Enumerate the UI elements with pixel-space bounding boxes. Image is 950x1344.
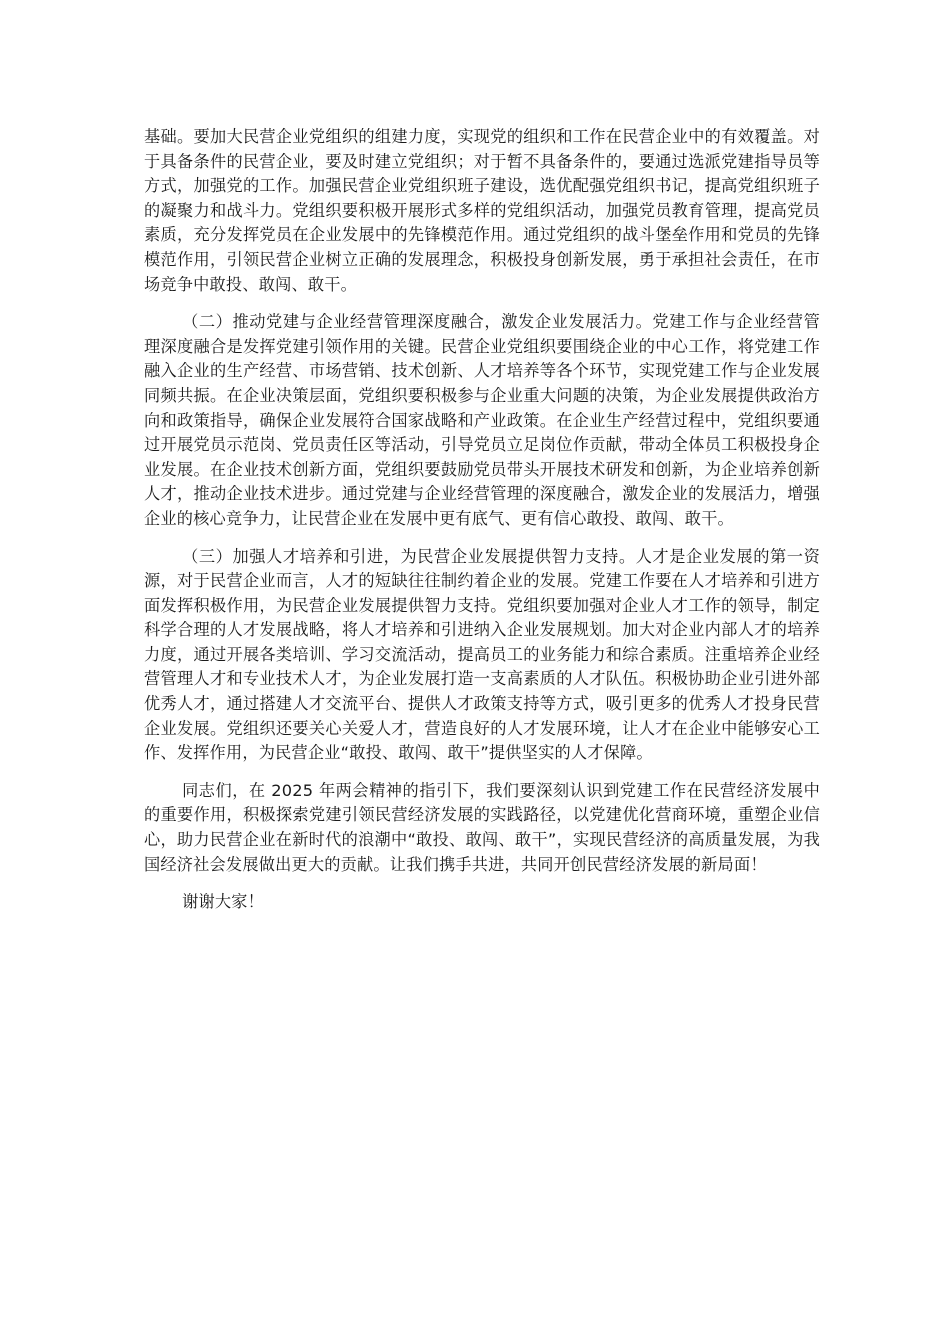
paragraph-section-three: （三）加强人才培养和引进，为民营企业发展提供智力支持。人才是企业发展的第一资源，对于民营企业而言，人才的短缺往往制约着企业的发展。党建工作要在人才培养和引进方面发挥积极作用，为民营企业发展提供智力支持。党组织要加强对企业人才工作的领导，制定科学合理的人才发展战略，将人才培养和引进纳入企业发展规划。加大对企业内部人才的培养力度，通过开展各类培训、学习交流活动，提高员工的业务能力和综合素质。注重培养企业经营管理人才和专业技术人才，为企业发展打造一支高素质的人才队伍。积极协助企业引进外部优秀人才，通过搭建人才交流平台、提供人才政策支持等方式，吸引更多的优秀人才投身民营企业发展。党组织还要关心关爱人才，营造良好的人才发展环境，让人才在企业中能够安心工作、发挥作用，为民营企业“敢投、敢闯、敢干”提供坚实的人才保障。: [144, 546, 820, 763]
paragraph-thanks: 谢谢大家！: [182, 892, 264, 912]
document-body: [144, 125, 820, 928]
paragraph-continuation: 基础。要加大民营企业党组织的组建力度，实现党的组织和工作在民营企业中的有效覆盖。对于具备条件的民营企业，要及时建立党组织；对于暂不具备条件的，要通过选派党建指导员等方式，加强党的工作。加强民营企业党组织班子建设，选优配强党组织书记，提高党组织班子的凝聚力和战斗力。党组织要积极开展形式多样的党组织活动，加强党员教育管理，提高党员素质，充分发挥党员在企业发展中的先锋模范作用。通过党组织的战斗堡垒作用和党员的先锋模范作用，引领民营企业树立正确的发展理念，积极投身创新发展，勇于承担社会责任，在市场竞争中敢投、敢闯、敢干。: [144, 127, 820, 294]
paragraph-section-two: （二）推动党建与企业经营管理深度融合，激发企业发展活力。党建工作与企业经营管理深度融合是发挥党建引领作用的关键。民营企业党组织要围绕企业的中心工作，将党建工作融入企业的生产经营、市场营销、技术创新、人才培养等各个环节，实现党建工作与企业发展同频共振。在企业决策层面，党组织要积极参与企业重大问题的决策，为企业发展提供政治方向和政策指导，确保企业发展符合国家战略和产业政策。在企业生产经营过程中，党组织要通过开展党员示范岗、党员责任区等活动，引导党员立足岗位作贡献，带动全体员工积极投身企业发展。在企业技术创新方面，党组织要鼓励党员带头开展技术研发和创新，为企业培养创新人才，推动企业技术进步。通过党建与企业经营管理的深度融合，激发企业的发展活力，增强企业的核心竞争力，让民营企业在发展中更有底气、更有信心敢投、敢闯、敢干。: [144, 312, 820, 528]
paragraph-closing: 同志们，在 2025 年两会精神的指引下，我们要深刻认识到党建工作在民营经济发展中的重要作用，积极探索党建引领民营经济发展的实践路径，以党建优化营商环境，重塑企业信心，助力民营企业在新时代的浪潮中“敢投、敢闯、敢干”，实现民营经济的高质量发展，为我国经济社会发展做出更大的贡献。让我们携手共进，共同开创民营经济发展的新局面！: [144, 780, 820, 874]
